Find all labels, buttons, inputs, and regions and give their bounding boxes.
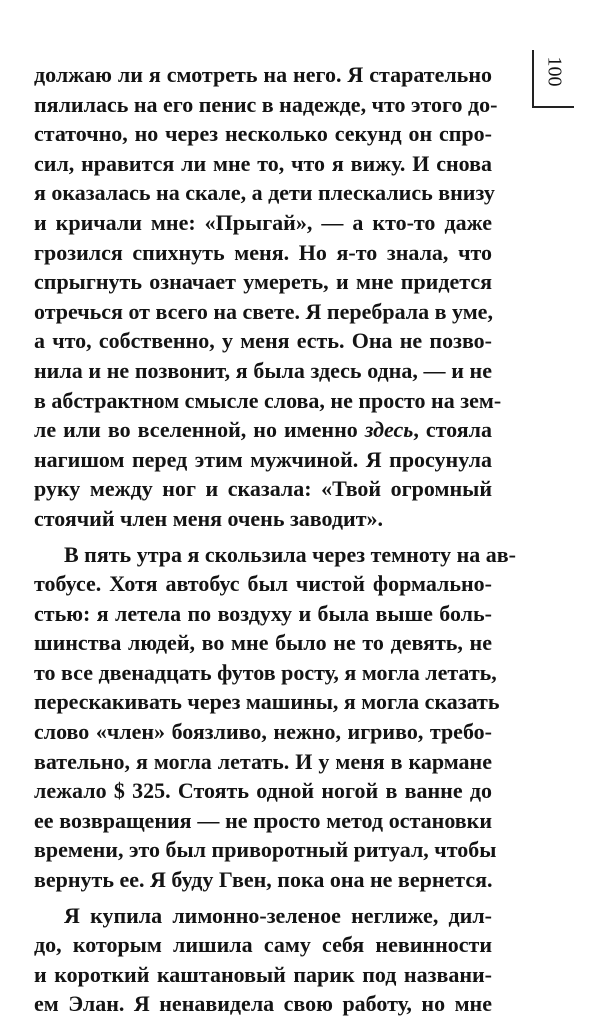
text-line: отречься от всего на свете. Я перебрала в уме, — [34, 298, 493, 324]
paragraph-3 — [34, 901, 492, 1019]
text-line: до, которым лишила саму себя невинности — [34, 932, 492, 958]
text-line: сил, нравится ли мне то, что я вижу. И снова — [34, 150, 492, 176]
text-line: грозился спихнуть меня. Но я-то знала, что — [34, 239, 492, 265]
body-text — [34, 60, 516, 1019]
text-line: лежало $ 325. Стоять одной ногой в ванне до — [34, 778, 492, 804]
text-line: я оказалась на скале, а дети плескались внизу — [34, 180, 495, 206]
text-line: вернуть ее. Я буду Гвен, пока она не вернется. — [34, 867, 493, 893]
text-line: руку между ног и сказала: «Твой огромный — [34, 476, 492, 502]
text-line: тобусе. Хотя автобус был чистой формально- — [34, 571, 492, 597]
text-line: и кричали мне: «Прыгай», — а кто-то даже — [34, 209, 492, 235]
text-line: пялилась на его пенис в надежде, что этого до- — [34, 91, 498, 117]
text-line: в абстрактном смысле слова, не просто на зем- — [34, 387, 502, 413]
text-line: стоячий член меня очень заводит». — [34, 505, 384, 531]
text-line: ее возвращения — не просто метод остановки — [34, 807, 492, 833]
text-line: вательно, я могла летать. И у меня в кармане — [34, 748, 492, 774]
paragraph-2 — [34, 540, 516, 895]
text-line: должаю ли я смотреть на него. Я старательно — [34, 62, 492, 87]
text-line: статочно, но через несколько секунд он спро- — [34, 121, 492, 147]
text-line: спрыгнуть означает умереть, и мне придется — [34, 269, 492, 295]
text-line-with-italic — [34, 415, 492, 445]
text-line: и короткий каштановый парик под названи- — [34, 961, 492, 987]
line-tail: , стояла — [413, 417, 492, 443]
page-number: 100 — [543, 56, 566, 87]
text-line: времени, это был приворотный ритуал, чтобы — [34, 837, 497, 863]
text-line: слово «член» боязливо, нежно, игриво, требо- — [34, 719, 492, 745]
text-line: ем Элан. Я ненавидела свою работу, но мне — [34, 991, 492, 1017]
text-line: а что, собственно, у меня есть. Она не позво- — [34, 328, 492, 354]
text-line: нагишом перед этим мужчиной. Я просунула — [34, 446, 492, 472]
text-line: шинства людей, во мне было не то девять, не — [34, 630, 492, 656]
text-line: стью: я летела по воздуху и была выше боль- — [34, 600, 492, 626]
paragraph-1 — [34, 60, 502, 534]
italic-word: здесь — [364, 417, 414, 443]
text-line: перескакивать через машины, я могла сказать — [34, 689, 500, 715]
text-line: нила и не позвонит, я была здесь одна, — и не — [34, 357, 492, 383]
line-head: ле или во вселенной, но именно — [34, 417, 365, 443]
text-line: то все двенадцать футов росту, я могла летать, — [34, 659, 497, 685]
text-line: В пять утра я скользила через темноту на ав- — [64, 541, 516, 567]
text-line: Я купила лимонно-зеленое неглиже, дил- — [64, 902, 492, 928]
page-number-box — [532, 50, 574, 108]
